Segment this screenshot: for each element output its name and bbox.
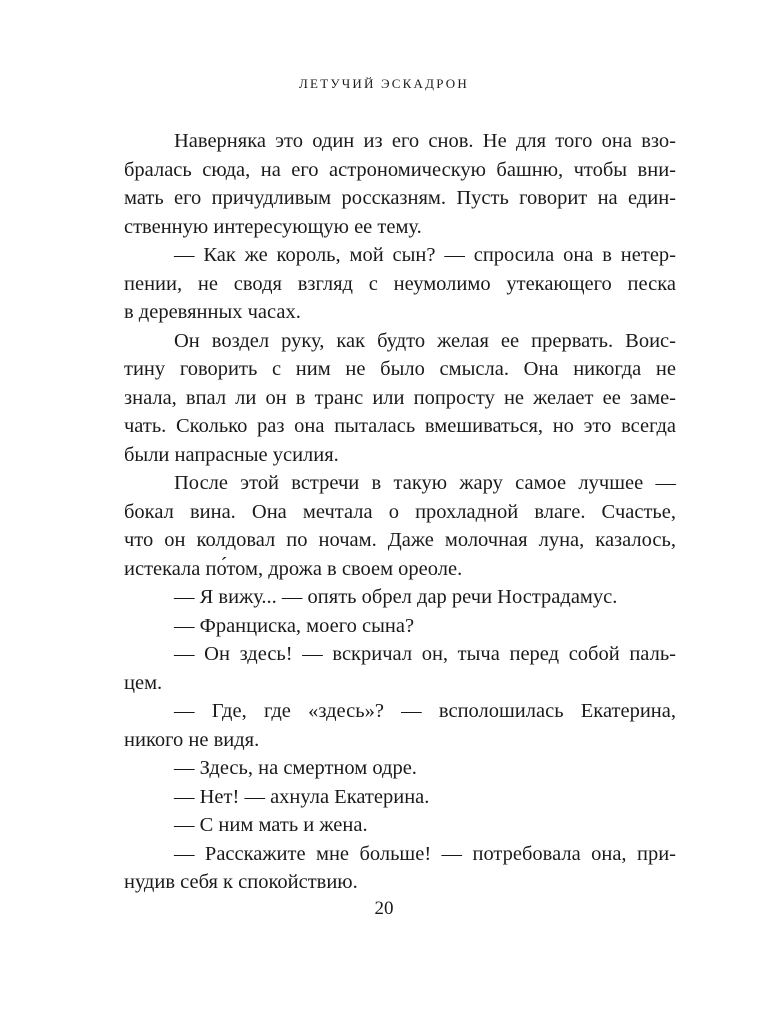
text-line: — Он здесь! — вскричал он, тыча перед собой паль-	[174, 643, 676, 665]
text-line: чать. Сколько раз она пыталась вмешиваться, но это всегда	[124, 415, 676, 437]
text-line: тину говорить с ним не было смысла. Она никогда не	[124, 358, 676, 380]
text-line: Наверняка это один из его снов. Не для того она взо-	[174, 130, 676, 152]
text-line: — Франциска, моего сына?	[174, 614, 415, 637]
text-line: — Я вижу... — опять обрел дар речи Нострадамус.	[174, 586, 618, 608]
text-line: что он колдовал по ночам. Даже молочная луна, казалось,	[124, 529, 676, 551]
text-line: нудив себя к спокойствию.	[124, 871, 358, 893]
text-line: — Как же король, мой сын? — спросила она в нетер-	[174, 244, 676, 266]
text-line: ственную интересующую ее тему.	[124, 215, 422, 238]
text-line: После этой встречи в такую жару самое лучшее —	[174, 472, 676, 494]
body-text	[124, 127, 676, 897]
page-number: 20	[374, 898, 394, 919]
running-title: ЛЕТУЧИЙ ЭСКАДРОН	[299, 76, 469, 91]
text-line: Он воздел руку, как будто желая ее прервать. Воис-	[174, 329, 676, 352]
text-line: мать его причудливым россказням. Пусть говорит на един-	[124, 187, 676, 209]
text-line: никого не видя.	[124, 728, 260, 751]
text-line: — Расскажите мне больше! — потребовала она, при-	[174, 842, 676, 865]
text-line: цем.	[124, 671, 163, 694]
text-line: — Нет! — ахнула Екатерина.	[174, 785, 430, 808]
text-line: — Здесь, на смертном одре.	[174, 757, 417, 779]
text-line: — С ним мать и жена.	[174, 814, 368, 836]
text-line: истекала по́том, дрожа в своем ореоле.	[124, 557, 463, 580]
text-line: бралась сюда, на его астрономическую башню, чтобы вни-	[124, 158, 676, 181]
text-line: знала, впал ли он в транс или попросту не желает ее заме-	[124, 386, 676, 409]
text-line: в деревянных часах.	[124, 301, 301, 323]
text-line: — Где, где «здесь»? — всполошилась Екатерина,	[174, 700, 676, 722]
text-line: пении, не сводя взгляд с неумолимо утекающего песка	[124, 272, 676, 295]
text-line: бокал вина. Она мечтала о прохладной влаге. Счастье,	[124, 500, 676, 523]
text-line: были напрасные усилия.	[124, 443, 339, 466]
